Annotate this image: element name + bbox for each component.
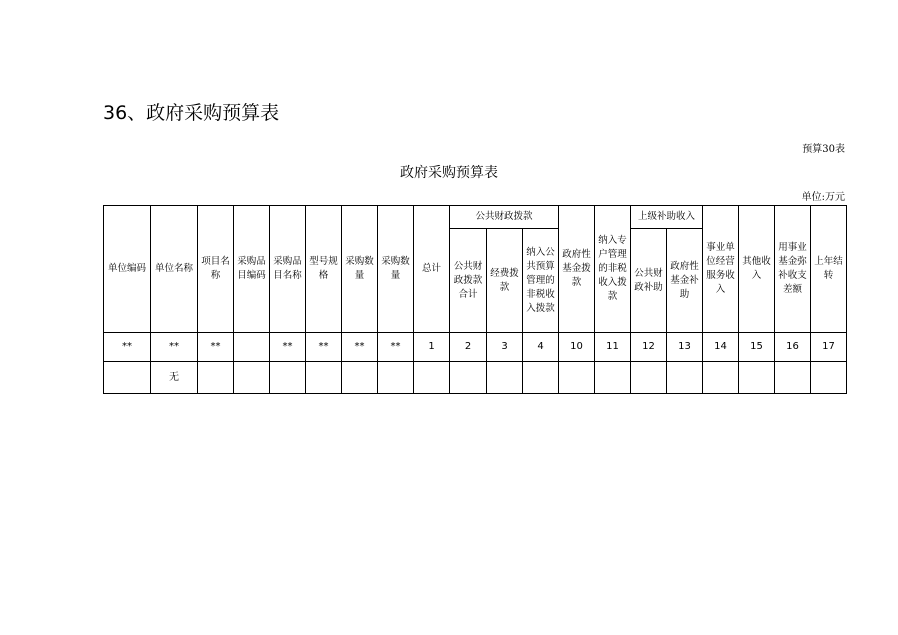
data-cell xyxy=(523,362,559,394)
procurement-budget-table xyxy=(103,205,847,394)
header-unit-code: 单位编码 xyxy=(104,206,151,333)
header-item-name: 采购品目名称 xyxy=(270,206,306,333)
code-cell: 17 xyxy=(811,333,847,362)
data-cell-unit-name: 无 xyxy=(151,362,198,394)
data-cell xyxy=(378,362,414,394)
data-cell xyxy=(595,362,631,394)
header-subsidy-gov-fund: 政府性基金补助 xyxy=(667,229,703,333)
table-number: 预算30表 xyxy=(802,144,845,155)
header-quantity-2: 采购数量 xyxy=(378,206,414,333)
header-row-1 xyxy=(104,206,847,229)
table-title: 政府采购预算表 xyxy=(400,165,498,181)
code-cell: 16 xyxy=(775,333,811,362)
code-cell: 2 xyxy=(450,333,487,362)
data-cell xyxy=(234,362,270,394)
code-cell: ** xyxy=(270,333,306,362)
code-cell: ** xyxy=(198,333,234,362)
code-cell: 12 xyxy=(631,333,667,362)
table-row xyxy=(104,362,847,394)
code-cell: 10 xyxy=(559,333,595,362)
header-model-spec: 型号规格 xyxy=(306,206,342,333)
header-fee-allocation: 经费拨款 xyxy=(487,229,523,333)
header-public-finance-subtotal: 公共财政拨款合计 xyxy=(450,229,487,333)
data-cell xyxy=(631,362,667,394)
data-cell xyxy=(450,362,487,394)
code-cell: 1 xyxy=(414,333,450,362)
data-cell xyxy=(306,362,342,394)
code-cell: 14 xyxy=(703,333,739,362)
header-item-code: 采购品目编码 xyxy=(234,206,270,333)
data-cell xyxy=(559,362,595,394)
code-cell: ** xyxy=(378,333,414,362)
section-title: 36、政府采购预算表 xyxy=(103,102,280,124)
data-cell xyxy=(811,362,847,394)
header-gov-fund: 政府性基金拨款 xyxy=(559,206,595,333)
header-business-income: 事业单位经营服务收入 xyxy=(703,206,739,333)
header-carryover: 上年结转 xyxy=(811,206,847,333)
header-public-finance-group: 公共财政拨款 xyxy=(450,206,559,229)
header-quantity-1: 采购数量 xyxy=(342,206,378,333)
data-cell xyxy=(739,362,775,394)
column-code-row xyxy=(104,333,847,362)
unit-label: 单位:万元 xyxy=(801,192,845,203)
data-cell xyxy=(487,362,523,394)
header-project-name: 项目名称 xyxy=(198,206,234,333)
header-unit-name: 单位名称 xyxy=(151,206,198,333)
code-cell: 15 xyxy=(739,333,775,362)
data-cell xyxy=(342,362,378,394)
header-nontax-in-budget: 纳入公共预算管理的非税收入拨款 xyxy=(523,229,559,333)
data-cell xyxy=(667,362,703,394)
header-business-fund-offset: 用事业基金弥补收支差额 xyxy=(775,206,811,333)
code-cell: 4 xyxy=(523,333,559,362)
code-cell: 3 xyxy=(487,333,523,362)
header-superior-subsidy-group: 上级补助收入 xyxy=(631,206,703,229)
header-total: 总计 xyxy=(414,206,450,333)
code-cell: ** xyxy=(306,333,342,362)
data-cell xyxy=(198,362,234,394)
code-cell: 11 xyxy=(595,333,631,362)
code-cell xyxy=(234,333,270,362)
header-special-nontax: 纳入专户管理的非税收入拨款 xyxy=(595,206,631,333)
code-cell: 13 xyxy=(667,333,703,362)
data-cell xyxy=(703,362,739,394)
code-cell: ** xyxy=(104,333,151,362)
data-cell xyxy=(414,362,450,394)
data-cell xyxy=(270,362,306,394)
code-cell: ** xyxy=(151,333,198,362)
data-cell xyxy=(775,362,811,394)
code-cell: ** xyxy=(342,333,378,362)
data-cell xyxy=(104,362,151,394)
header-subsidy-public-finance: 公共财政补助 xyxy=(631,229,667,333)
header-other-income: 其他收入 xyxy=(739,206,775,333)
